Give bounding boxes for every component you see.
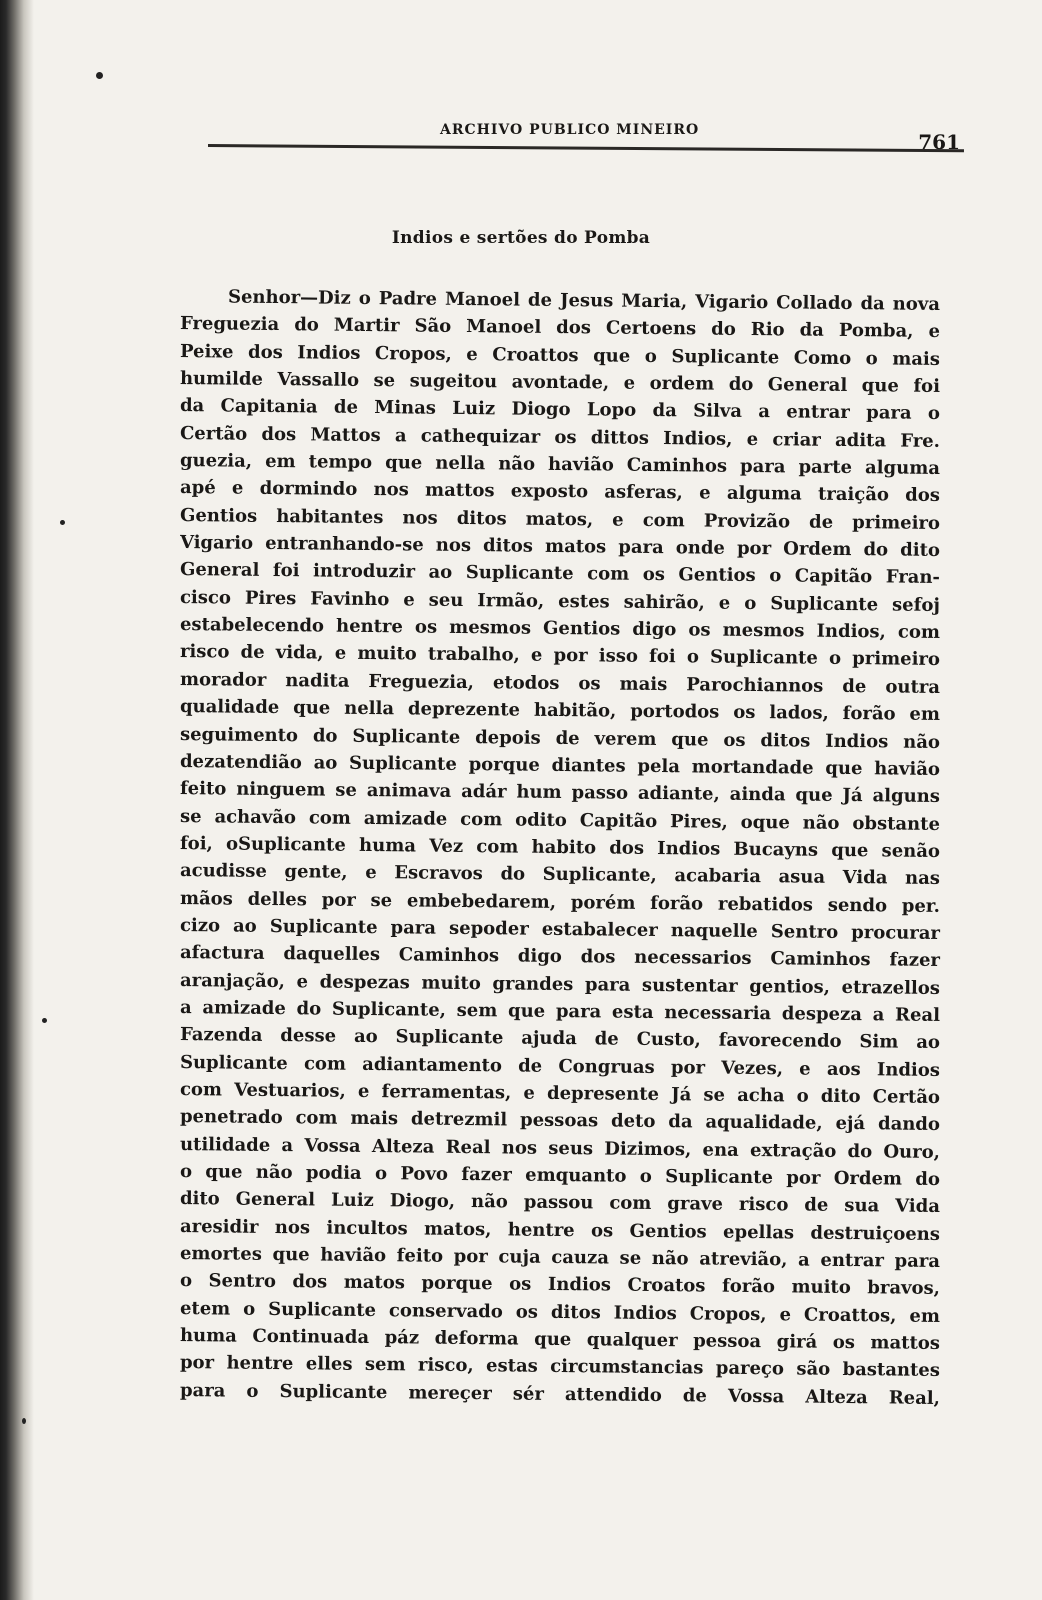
text-line: Peixe dos Indios Cropos, e Croattos que o Suplicante Como o mais	[179, 340, 941, 370]
text-line: Suplicante com adiantamento de Congruas por Vezes, e aos Indios	[179, 1051, 941, 1081]
scan-speck	[96, 72, 103, 79]
text-line: morador nadita Freguezia, etodos os mais Parochiannos de outra	[179, 668, 941, 698]
text-line: Freguezia do Martir São Manoel dos Certoens do Rio da Pomba, e	[179, 313, 941, 343]
text-line: Certão dos Mattos a cathequizar os dittos Indios, e criar adita Fre.	[179, 422, 941, 452]
header-rule	[208, 144, 964, 152]
text-line: da Capitania de Minas Luiz Diogo Lopo da Silva a entrar para o	[179, 395, 941, 425]
running-title: ARCHIVO PUBLICO MINEIRO	[440, 122, 700, 138]
text-line: se achavão com amizade com odito Capitão Pires, oque não obstante	[179, 805, 941, 835]
text-line: aresidir nos incultos matos, hentre os Gentios epellas destruiçoens	[179, 1215, 941, 1245]
scan-speck	[22, 1418, 26, 1424]
section-title: Indios e sertões do Pomba	[391, 228, 651, 248]
text-line: o que não podia o Povo fazer emquanto o Suplicante por Ordem do	[179, 1161, 941, 1190]
text-line: Gentios habitantes nos ditos matos, e com Provizão de primeiro	[179, 504, 941, 534]
text-line: cizo ao Suplicante para sepoder estabalecer naquelle Sentro procurar	[179, 914, 941, 944]
text-line: apé e dormindo nos mattos exposto asferas, e alguma traição dos	[179, 477, 941, 507]
page-header	[208, 118, 964, 154]
text-line: estabelecendo hentre os mesmos Gentios digo os mesmos Indios, com	[179, 614, 941, 644]
text-line: mãos delles por se embebedarem, porém forão rebatidos sendo per.	[179, 887, 941, 917]
text-line: General foi introduzir ao Suplicante com os Gentios o Capitão Fran-	[179, 559, 941, 589]
text-line: feito ninguem se animava adár hum passo adiante, ainda que Já alguns	[179, 778, 941, 808]
text-line: huma Continuada páz deforma que qualquer pessoa girá os mattos	[179, 1325, 941, 1355]
text-line: dezatendião ao Suplicante porque diantes pela mortandade que havião	[179, 750, 941, 780]
text-line: a amizade do Suplicante, sem que para esta necessaria despeza a Real	[179, 996, 941, 1026]
text-line: Senhor—Diz o Padre Manoel de Jesus Maria, Vigario Collado da nova	[227, 286, 941, 315]
text-line: etem o Suplicante conservado os ditos Indios Cropos, e Croattos, em	[179, 1297, 941, 1327]
text-line: Fazenda desse ao Suplicante ajuda de Custo, favorecendo Sim ao	[179, 1024, 941, 1054]
text-line: para o Suplicante mereçer sér attendido de Vossa Alteza Real,	[179, 1379, 941, 1409]
text-line: emortes que havião feito por cuja cauza se não atrevião, a entrar para	[179, 1243, 941, 1272]
text-line: cisco Pires Favinho e seu Irmão, estes sahirão, e o Suplicante sefoj	[179, 586, 941, 616]
text-line: guezia, em tempo que nella não havião Caminhos para parte alguma	[179, 450, 941, 480]
text-line: dito General Luiz Diogo, não passou com grave risco de sua Vida	[179, 1188, 941, 1218]
text-line: acudisse gente, e Escravos do Suplicante, acabaria asua Vida nas	[179, 860, 941, 890]
text-line: penetrado com mais detrezmil pessoas deto da aqualidade, ejá dando	[179, 1106, 941, 1136]
scan-speck	[60, 520, 65, 525]
text-line: aranjação, e despezas muito grandes para sustentar gentios, etrazellos	[179, 969, 941, 999]
text-line: afactura daquelles Caminhos digo dos necessarios Caminhos fazer	[179, 942, 941, 972]
text-line: por hentre elles sem risco, estas circumstancias pareço são bastantes	[179, 1352, 941, 1382]
text-line: com Vestuarios, e ferramentas, e depresente Já se acha o dito Certão	[179, 1078, 941, 1108]
text-line: seguimento do Suplicante depois de verem que os ditos Indios não	[179, 723, 941, 753]
text-line: foi, oSuplicante huma Vez com habito dos Indios Bucayns que senão	[179, 832, 941, 862]
text-line: utilidade a Vossa Alteza Real nos seus Dizimos, ena extração do Ouro,	[179, 1133, 941, 1163]
scan-speck	[42, 1018, 47, 1023]
text-line: Vigario entranhando-se nos ditos matos para onde por Ordem do dito	[179, 532, 941, 562]
page-number: 761	[918, 130, 960, 154]
text-line: qualidade que nella deprezente habitão, portodos os lados, forão em	[179, 696, 941, 726]
text-line: o Sentro dos matos porque os Indios Croatos forão muito bravos,	[179, 1270, 941, 1300]
body-text	[179, 283, 941, 1409]
text-line: risco de vida, e muito trabalho, e por isso foi o Suplicante o primeiro	[179, 641, 941, 671]
text-line: humilde Vassallo se sugeitou avontade, e ordem do General que foi	[179, 368, 941, 397]
